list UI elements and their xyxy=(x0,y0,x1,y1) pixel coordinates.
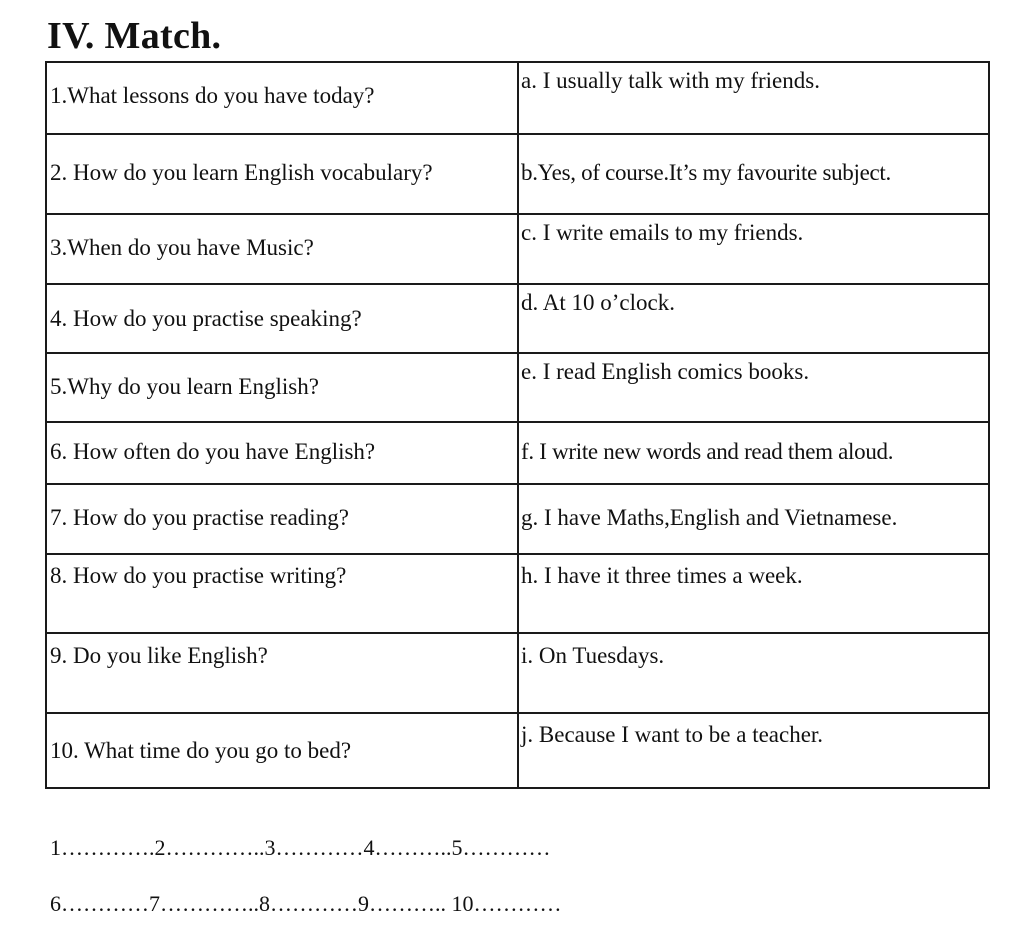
answer-cell xyxy=(517,423,988,483)
table-row xyxy=(47,133,988,213)
answer-cell xyxy=(517,714,988,787)
answer-cell xyxy=(517,555,988,632)
table-row xyxy=(47,712,988,787)
question-text: 6. How often do you have English? xyxy=(50,439,376,464)
table-row xyxy=(47,553,988,632)
table-row xyxy=(47,421,988,483)
answer-cell xyxy=(517,215,988,283)
answer-text: f. I write new words and read them aloud. xyxy=(521,439,894,464)
answer-cell xyxy=(517,135,988,213)
question-cell xyxy=(47,63,517,133)
question-text: 7. How do you practise reading? xyxy=(50,505,349,530)
question-text: 1.What lessons do you have today? xyxy=(50,83,375,108)
answer-cell xyxy=(517,485,988,553)
question-cell xyxy=(47,215,517,283)
answer-text: e. I read English comics books. xyxy=(521,359,810,384)
matching-table xyxy=(45,61,990,789)
question-text: 3.When do you have Music? xyxy=(50,235,314,260)
answer-blanks-line-1[interactable]: 1………….2…………..3…………4………..5………… xyxy=(50,835,551,860)
question-cell xyxy=(47,714,517,787)
table-row xyxy=(47,632,988,712)
answer-cell xyxy=(517,285,988,352)
answer-cell xyxy=(517,354,988,421)
question-cell xyxy=(47,555,517,632)
answer-cell xyxy=(517,63,988,133)
question-cell xyxy=(47,634,517,712)
question-text: 5.Why do you learn English? xyxy=(50,374,319,399)
question-cell xyxy=(47,354,517,421)
table-row xyxy=(47,213,988,283)
table-row xyxy=(47,483,988,553)
question-text: 10. What time do you go to bed? xyxy=(50,738,352,763)
answer-text: a. I usually talk with my friends. xyxy=(521,68,820,93)
question-text: 8. How do you practise writing? xyxy=(50,563,347,588)
question-text: 9. Do you like English? xyxy=(50,643,268,668)
question-text: 2. How do you learn English vocabulary? xyxy=(50,160,433,185)
answer-text: d. At 10 o’clock. xyxy=(521,290,675,315)
question-cell xyxy=(47,423,517,483)
exercise-title: IV. Match. xyxy=(47,15,222,57)
question-cell xyxy=(47,135,517,213)
answer-cell xyxy=(517,634,988,712)
table-row xyxy=(47,63,988,133)
question-cell xyxy=(47,485,517,553)
question-text: 4. How do you practise speaking? xyxy=(50,306,362,331)
table-row xyxy=(47,283,988,352)
answer-text: i. On Tuesdays. xyxy=(521,643,665,668)
answer-text: g. I have Maths,English and Vietnamese. xyxy=(521,505,898,530)
answer-text: c. I write emails to my friends. xyxy=(521,220,804,245)
answer-blanks-line-2[interactable]: 6…………7…………..8…………9……….. 10………… xyxy=(50,891,562,916)
table-row xyxy=(47,352,988,421)
answer-text: b.Yes, of course.It’s my favourite subject. xyxy=(521,160,891,185)
answer-text: j. Because I want to be a teacher. xyxy=(521,722,824,747)
question-cell xyxy=(47,285,517,352)
answer-text: h. I have it three times a week. xyxy=(521,563,803,588)
